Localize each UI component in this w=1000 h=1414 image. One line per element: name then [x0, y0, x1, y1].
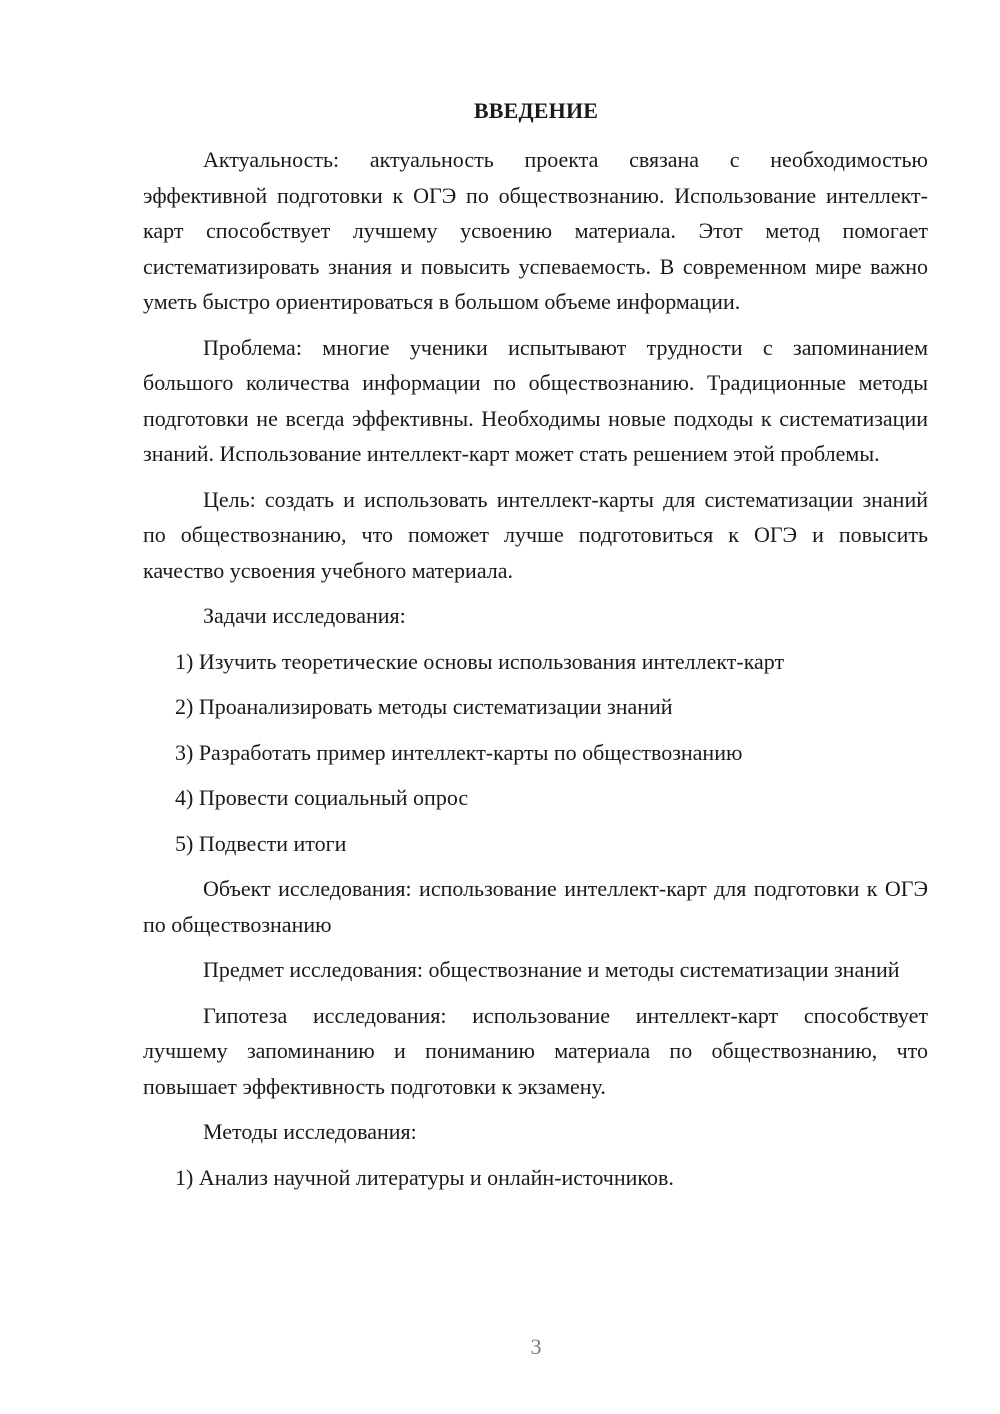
page-number: 3 [530, 1334, 542, 1359]
paragraph-hypothesis: Гипотеза исследования: использование интеллект-карт способствует лучшему запоминанию и пониманию материала по обществознанию, что повышает эффективность подготовки к экзамену. [143, 1002, 928, 1099]
list-item: 3) Разработать пример интеллект-карты по обществознанию [175, 739, 743, 765]
list-item: 1) Анализ научной литературы и онлайн-источников. [175, 1164, 674, 1190]
paragraph-subject: Предмет исследования: обществознание и методы систематизации знаний [203, 957, 900, 982]
paragraph-problem: Проблема: многие ученики испытывают трудности с запоминанием большого количества информации по обществознанию. Традиционные методы подготовки не всегда эффективны. Необходимы новые подходы к систематизации знаний. Использование интеллект-карт может стать решением этой проблемы. [143, 334, 928, 466]
paragraph-object: Объект исследования: использование интеллект-карт для подготовки к ОГЭ по обществознанию [143, 876, 928, 937]
list-item: 4) Провести социальный опрос [175, 785, 469, 810]
methods-heading: Методы исследования: [203, 1119, 417, 1144]
tasks-heading: Задачи исследования: [203, 603, 406, 628]
document-body [143, 142, 928, 1205]
tasks-list [143, 644, 928, 862]
paragraph-relevance: Актуальность: актуальность проекта связана с необходимостью эффективной подготовки к ОГЭ по обществознанию. Использование интеллект-карт способствует лучшему усвоению материала. Этот метод помогает систематизировать знания и повысить успеваемость. В современном мире важно уметь быстро ориентироваться в большом объеме информации. [143, 147, 928, 314]
list-item: 1) Изучить теоретические основы использования интеллект-карт [175, 648, 785, 674]
paragraph-goal: Цель: создать и использовать интеллект-карты для систематизации знаний по обществознанию, что поможет лучше подготовиться к ОГЭ и повысить качество усвоения учебного материала. [143, 486, 928, 583]
methods-list [143, 1160, 928, 1196]
page-title: ВВЕДЕНИЕ [473, 98, 599, 123]
list-item: 5) Подвести итоги [175, 830, 347, 856]
list-item: 2) Проанализировать методы систематизации знаний [175, 694, 673, 719]
